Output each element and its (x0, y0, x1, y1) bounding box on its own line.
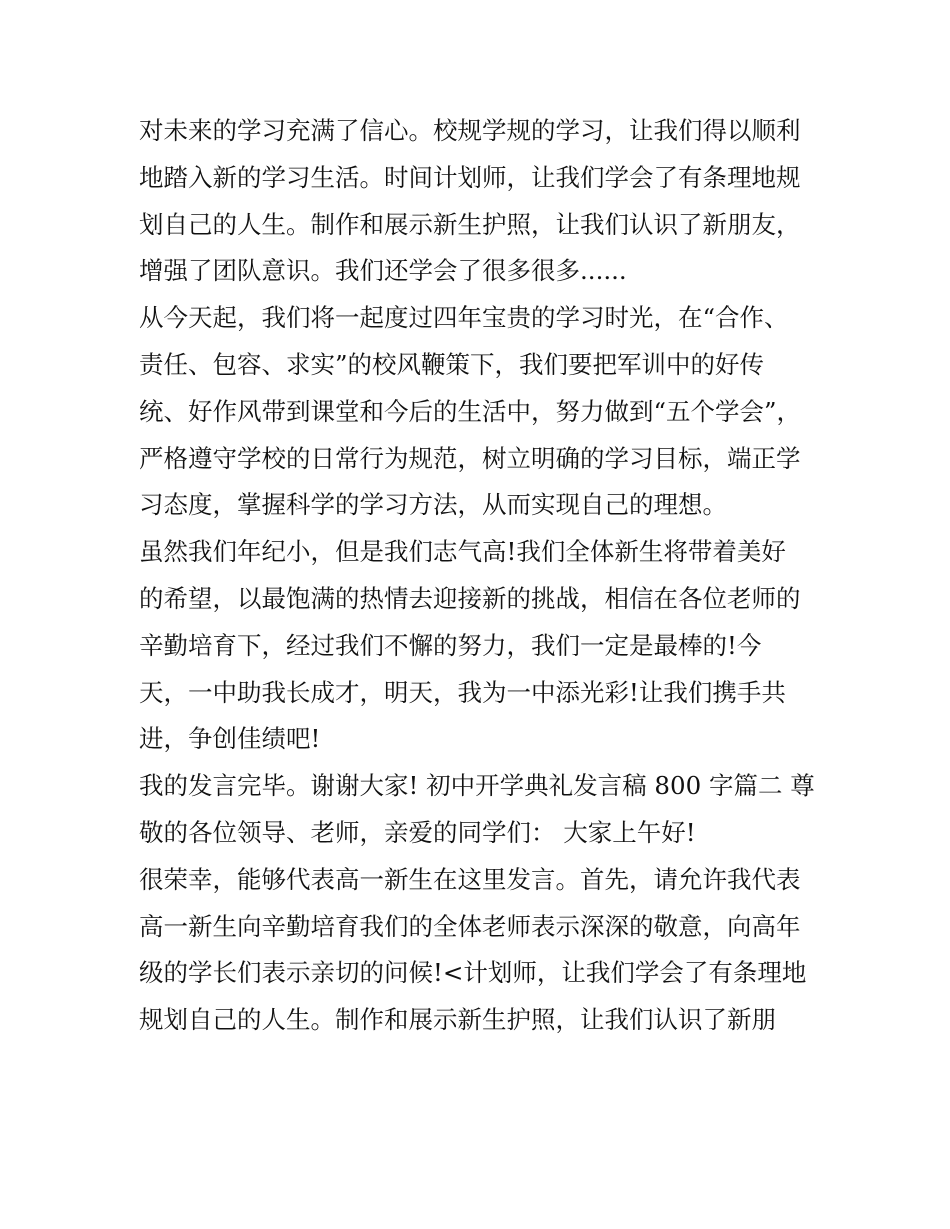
text-line: 从今天起，我们将一起度过四年宝贵的学习时光，在“合作、 (139, 303, 789, 333)
text-line: 的希望，以最饱满的热情去迎接新的挑战，相信在各位老师的 (139, 583, 801, 613)
text-line: 习态度，掌握科学的学习方法，从而实现自己的理想。 (139, 490, 727, 520)
text-line: 虽然我们年纪小，但是我们志气高!我们全体新生将带着美好 (139, 537, 786, 567)
text-line: 统、好作风带到课堂和今后的生活中，努力做到“五个学会”， (139, 396, 802, 426)
text-line: 责任、包容、求实”的校风鞭策下，我们要把军训中的好传 (139, 349, 765, 379)
text-line: 规划自己的人生。制作和展示新生护照，让我们认识了新朋 (139, 1005, 776, 1035)
text-line: 敬的各位领导、老师，亲爱的同学们： 大家上午好! (139, 817, 696, 847)
text-line: 严格遵守学校的日常行为规范，树立明确的学习目标，端正学 (139, 443, 801, 473)
body-text (139, 108, 829, 1044)
text-line: 很荣幸，能够代表高一新生在这里发言。首先，请允许我代表 (139, 864, 801, 894)
text-line: 对未来的学习充满了信心。校规学规的学习，让我们得以顺利 (139, 116, 801, 145)
text-line: 进，争创佳绩吧! (139, 724, 321, 754)
text-line: 划自己的人生。制作和展示新生护照，让我们认识了新朋友， (139, 209, 801, 239)
text-line: 我的发言完毕。谢谢大家! 初中开学典礼发言稿 800 字篇二 尊 (139, 771, 815, 801)
text-line: 辛勤培育下，经过我们不懈的努力，我们一定是最棒的!今 (139, 630, 762, 660)
text-line: 天，一中助我长成才，明天，我为一中添光彩!让我们携手共 (139, 677, 786, 707)
text-line: 级的学长们表示亲切的问候!<计划师，让我们学会了有条理地 (139, 958, 807, 988)
text-line: 增强了团队意识。我们还学会了很多很多...... (139, 256, 627, 286)
text-line: 高一新生向辛勤培育我们的全体老师表示深深的敬意，向高年 (139, 911, 801, 941)
text-line: 地踏入新的学习生活。时间计划师，让我们学会了有条理地规 (139, 162, 801, 192)
